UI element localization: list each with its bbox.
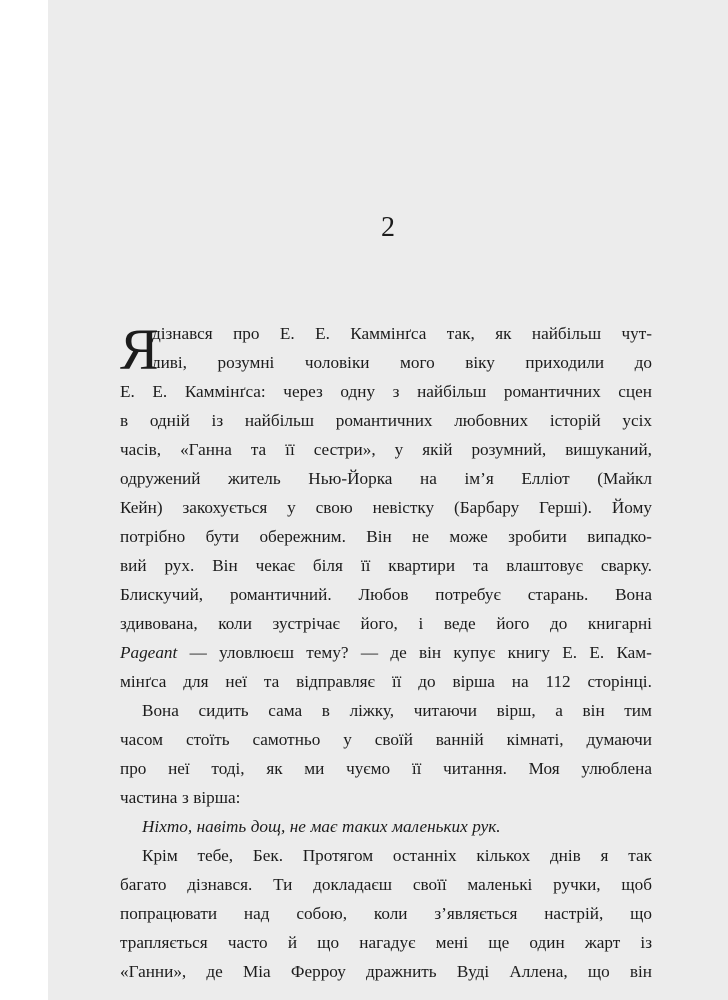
text-line: вий рух. Він чекає біля її квартири та влаштовує сварку. xyxy=(120,556,652,575)
text-line: частина з вірша: xyxy=(120,788,241,807)
page-margin xyxy=(0,0,48,1000)
text-line: Е. Е. Каммінґса: через одну з найбільш романтичних сцен xyxy=(120,382,652,401)
chapter-number: 2 xyxy=(381,212,395,243)
body-text xyxy=(120,319,652,986)
text-line: попрацювати над собою, коли з’являється настрій, що xyxy=(120,904,652,923)
text-line: Вона сидить сама в ліжку, читаючи вірш, а він тим xyxy=(142,701,652,720)
text-lines xyxy=(120,319,652,986)
text-line: часів, «Ганна та її сестри», у якій розумний, вишуканий, xyxy=(120,440,652,459)
text-line: трапляється часто й що нагадує мені ще один жарт із xyxy=(120,933,652,952)
text-line: Кейн) закохується у свою невістку (Барбару Герші). Йому xyxy=(120,498,652,517)
text-line: Блискучий, романтичний. Любов потребує старань. Вона xyxy=(120,585,652,604)
text-line: про неї тоді, як ми чуємо її читання. Моя улюблена xyxy=(120,759,652,778)
text-line: в одній із найбільш романтичних любовних історій усіх xyxy=(120,411,652,430)
text-line: дізнався про Е. Е. Каммінґса так, як найбільш чут- xyxy=(152,324,652,343)
text-line: одружений житель Нью-Йорка на ім’я Елліот (Майкл xyxy=(120,469,652,488)
text-line: Ніхто, навіть дощ, не має таких маленьких рук. xyxy=(142,817,501,836)
text-line: мінґса для неї та відправляє її до вірша на 112 сторінці. xyxy=(120,672,652,691)
text-line: Pageant — уловлюєш тему? — де він купує книгу Е. Е. Кам- xyxy=(120,638,652,667)
text-line: багато дізнався. Ти докладаєш своїї маленькі ручки, щоб xyxy=(120,875,652,894)
text-line: «Ганни», де Міа Ферроу дражнить Вуді Аллена, що він xyxy=(120,962,652,981)
text-line: здивована, коли зустрічає його, і веде його до книгарні xyxy=(120,614,652,633)
drop-cap: Я xyxy=(120,317,159,382)
text-line: ливі, розумні чоловіки мого віку приходили до xyxy=(152,353,652,372)
text-line: часом стоїть самотньо у своїй ванній кімнаті, думаючи xyxy=(120,730,652,749)
book-page xyxy=(48,0,728,1000)
book-title-italic: Pageant xyxy=(120,643,178,662)
text-line: потрібно бути обережним. Він не може зробити випадко- xyxy=(120,527,652,546)
text-line: Крім тебе, Бек. Протягом останніх кількох днів я так xyxy=(142,846,652,865)
